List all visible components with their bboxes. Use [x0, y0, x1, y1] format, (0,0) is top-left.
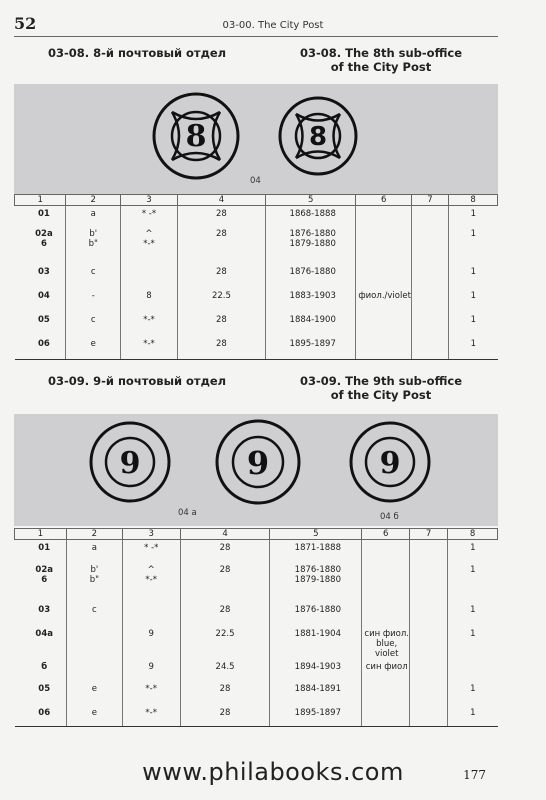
table-cell-c5 — [266, 336, 356, 360]
table-cell-c7 — [411, 312, 448, 336]
table2-col-7: 7 — [410, 529, 448, 540]
table-cell-c4 — [177, 336, 265, 360]
table-row — [15, 312, 498, 336]
table-row — [15, 206, 498, 226]
table-cell-text: 28 — [219, 543, 231, 553]
table1-col-2: 2 — [66, 195, 121, 206]
table1-col-7: 7 — [411, 195, 448, 206]
table-cell-c8 — [449, 226, 498, 264]
table-cell-text: фиол./violet — [358, 290, 411, 301]
table-cell-text: 1876-1880 — [289, 266, 336, 277]
table-cell-c4 — [177, 206, 265, 226]
table-cell-c1 — [15, 540, 67, 562]
table-cell-c3 — [121, 206, 178, 226]
table-cell-text: *-* — [143, 314, 155, 325]
table-cell-c6 — [362, 681, 410, 705]
table-cell-c4 — [180, 602, 270, 626]
table2-col-8: 8 — [448, 529, 498, 540]
table-cell-text: 06 — [37, 338, 50, 349]
table-cell-text — [410, 540, 447, 543]
table2-col-5: 5 — [270, 529, 362, 540]
table-cell-text: син фиол — [365, 661, 408, 672]
table-cell-text — [410, 562, 447, 565]
table-cell-c7 — [411, 206, 448, 226]
table-cell-text — [412, 226, 448, 229]
table-cell-text — [412, 264, 448, 267]
table-cell-c7 — [410, 540, 448, 562]
table-cell-c5 — [270, 540, 362, 562]
table-cell-c5 — [270, 705, 362, 727]
table-cell-text: 1 — [470, 338, 476, 349]
table-cell-c5 — [270, 681, 362, 705]
table-cell-text: 01 — [38, 543, 51, 553]
table-cell-c1 — [15, 226, 66, 264]
table-cell-text — [123, 602, 180, 605]
table-cell-text — [358, 226, 411, 229]
table-cell-text: 8 — [146, 290, 152, 301]
stamp-9-b-icon — [214, 418, 302, 506]
section1-title-ru: 03-08. 8-й почтовый отдел — [48, 46, 227, 60]
table-cell-text: 1 — [470, 707, 476, 718]
table-cell-text: 1 — [470, 604, 476, 615]
table-cell-text: 1881-1904 — [294, 628, 341, 639]
section2-band-label-b: 04 б — [380, 512, 399, 522]
table-cell-text — [358, 312, 411, 315]
section2-table — [14, 528, 498, 727]
table-cell-c2 — [66, 206, 121, 226]
section2-title-en — [296, 374, 466, 402]
table-cell-c2 — [66, 602, 122, 626]
table-cell-c8 — [448, 659, 498, 681]
section1-title-en-line1: 03-08. The 8th sub-office — [299, 46, 463, 60]
table-cell-text: 1 — [470, 228, 476, 239]
table-cell-c5 — [270, 626, 362, 659]
table-cell-text: 02a 6 — [35, 564, 53, 585]
table-cell-c3 — [122, 540, 180, 562]
table-cell-text: 1 — [470, 209, 476, 219]
stamp-9-numeral-c: 9 — [379, 446, 401, 481]
table-cell-c1 — [15, 312, 66, 336]
table-cell-c6 — [362, 626, 410, 659]
section2-band-label-a: 04 a — [178, 508, 197, 518]
table-cell-text — [410, 626, 447, 629]
table-cell-text: 04 — [37, 290, 50, 301]
table-cell-c4 — [180, 705, 270, 727]
stamp-9-c-icon — [348, 420, 432, 504]
table-cell-c7 — [410, 626, 448, 659]
table-cell-text: 28 — [219, 604, 231, 615]
table-cell-c2 — [66, 659, 122, 681]
table-cell-c7 — [411, 264, 448, 288]
stamp-9-numeral-a: 9 — [119, 446, 141, 481]
table-cell-text: 28 — [216, 209, 227, 219]
table-cell-text: 22.5 — [211, 290, 231, 301]
table2-col-6: 6 — [362, 529, 410, 540]
table-cell-text: син фиол. blue, violet — [364, 628, 409, 659]
table-cell-c7 — [411, 336, 448, 360]
table-cell-text — [364, 705, 409, 708]
footer-url: www.philabooks.com — [142, 758, 404, 786]
table-cell-c5 — [270, 659, 362, 681]
table-cell-text: 1 — [470, 266, 476, 277]
table-cell-c7 — [410, 659, 448, 681]
table-cell-c2 — [66, 626, 122, 659]
table-cell-text: b' b" — [88, 228, 98, 249]
table-cell-text: ^ *-* — [143, 228, 155, 249]
section2-title-en-line2: of the City Post — [330, 388, 432, 402]
table-cell-c2 — [66, 288, 121, 312]
table-cell-text: e — [90, 338, 96, 349]
table-cell-c7 — [411, 226, 448, 264]
table-cell-c6 — [356, 206, 412, 226]
table-cell-text: *-* — [145, 707, 157, 718]
table-cell-text — [358, 336, 411, 339]
table-cell-text: 1884-1900 — [289, 314, 336, 325]
stamp-8-small-icon — [276, 94, 360, 178]
table-cell-c7 — [410, 681, 448, 705]
table-cell-c6 — [362, 562, 410, 602]
table-cell-c5 — [266, 206, 356, 226]
table-cell-c3 — [121, 336, 178, 360]
table-cell-text — [412, 206, 448, 209]
table-cell-c1 — [15, 264, 66, 288]
table-cell-text: 1883-1903 — [289, 290, 336, 301]
table-cell-text — [448, 659, 497, 662]
table-cell-text: 1 — [470, 564, 476, 575]
section1-stamp-band — [14, 84, 498, 194]
page-number-top: 52 — [14, 14, 37, 33]
table-cell-text: 06 — [38, 707, 51, 718]
table-row — [15, 626, 498, 659]
table-cell-c6 — [362, 540, 410, 562]
table-cell-c5 — [266, 312, 356, 336]
table-cell-text: 1 — [470, 543, 476, 553]
table-cell-c6 — [356, 336, 412, 360]
table2-col-4: 4 — [180, 529, 270, 540]
table-cell-text: 9 — [148, 661, 154, 672]
section1-title-en — [296, 46, 466, 74]
table-cell-text: - — [91, 290, 95, 301]
table-cell-text — [364, 562, 409, 565]
table-cell-text: 1 — [470, 628, 476, 639]
table-row — [15, 264, 498, 288]
table-cell-c2 — [66, 312, 121, 336]
table2-col-1: 1 — [15, 529, 67, 540]
stamp-8-numeral-b: 8 — [308, 122, 328, 152]
table1-col-3: 3 — [121, 195, 178, 206]
table-cell-c7 — [410, 562, 448, 602]
table-cell-text: 1 — [470, 683, 476, 694]
table-row — [15, 226, 498, 264]
header-rule — [14, 36, 498, 37]
table-cell-text — [410, 602, 447, 605]
stamp-8-numeral-a: 8 — [185, 119, 207, 154]
table-cell-text: 28 — [216, 314, 227, 325]
section2-table-body — [15, 540, 498, 727]
table-cell-c1 — [15, 659, 67, 681]
page-number-bottom: 177 — [463, 768, 486, 782]
table-cell-text: 1876-1880 — [294, 604, 341, 615]
stamp-9-a-icon — [88, 420, 172, 504]
table-cell-c7 — [411, 288, 448, 312]
table-row — [15, 540, 498, 562]
table-cell-text: 02a 6 — [35, 228, 53, 249]
table-cell-text — [121, 264, 177, 267]
table-cell-text — [412, 312, 448, 315]
table-cell-text: 28 — [219, 707, 231, 718]
table-cell-text: 03 — [38, 604, 51, 615]
table-cell-text: b' b" — [89, 564, 99, 585]
table-cell-c4 — [177, 226, 265, 264]
table-cell-text: *-* — [145, 683, 157, 694]
table1-col-8: 8 — [449, 195, 498, 206]
table-cell-text — [358, 206, 411, 209]
table-cell-c1 — [15, 705, 67, 727]
table-cell-c7 — [410, 705, 448, 727]
table-cell-c1 — [15, 562, 67, 602]
table-cell-text — [412, 336, 448, 339]
table-cell-text: c — [90, 314, 96, 325]
table-cell-c8 — [449, 312, 498, 336]
table1-col-6: 6 — [356, 195, 412, 206]
table-cell-text — [358, 264, 411, 267]
table-cell-c4 — [180, 681, 270, 705]
section2-stamp-band — [14, 414, 498, 526]
table-cell-c8 — [448, 602, 498, 626]
table-cell-c4 — [177, 288, 265, 312]
table-cell-c2 — [66, 264, 121, 288]
table-cell-text — [364, 540, 409, 543]
table-cell-text: 04a — [35, 628, 53, 639]
table-cell-c3 — [122, 705, 180, 727]
table-cell-c1 — [15, 288, 66, 312]
table-cell-c6 — [356, 264, 412, 288]
table-cell-c8 — [449, 264, 498, 288]
table-cell-c8 — [449, 206, 498, 226]
table-cell-c6 — [356, 312, 412, 336]
table-cell-text: 28 — [219, 564, 231, 575]
table-cell-text: 03 — [37, 266, 50, 277]
table-cell-text — [410, 705, 447, 708]
table-cell-c3 — [122, 626, 180, 659]
table-row — [15, 681, 498, 705]
table-cell-text — [412, 288, 448, 291]
table-cell-text — [410, 659, 447, 662]
table-cell-c2 — [66, 705, 122, 727]
table-cell-c4 — [180, 562, 270, 602]
table-cell-c3 — [122, 562, 180, 602]
table-cell-text — [410, 681, 447, 684]
table-cell-c1 — [15, 602, 67, 626]
table-cell-c1 — [15, 681, 67, 705]
table1-col-1: 1 — [15, 195, 66, 206]
table-cell-c2 — [66, 226, 121, 264]
table-cell-text: 05 — [37, 314, 50, 325]
table-cell-c3 — [122, 602, 180, 626]
section1-table — [14, 194, 498, 360]
table-cell-text: 1876-1880 1879-1880 — [294, 564, 341, 585]
table-cell-text: 1871-1888 — [294, 543, 341, 553]
table-cell-text: 28 — [216, 266, 227, 277]
table-cell-c2 — [66, 540, 122, 562]
table-cell-text: * -* — [141, 209, 157, 219]
table-cell-c8 — [449, 336, 498, 360]
table-cell-c5 — [270, 602, 362, 626]
table-cell-c3 — [121, 312, 178, 336]
table-cell-c1 — [15, 626, 67, 659]
table-row — [15, 562, 498, 602]
table-cell-c8 — [448, 681, 498, 705]
table-cell-text: 28 — [216, 338, 227, 349]
table-cell-c8 — [448, 626, 498, 659]
table-cell-c7 — [410, 602, 448, 626]
table-cell-text: 28 — [216, 228, 227, 239]
stamp-9-numeral-b: 9 — [246, 444, 270, 482]
section1-title-en-line2: of the City Post — [330, 60, 432, 74]
stamp-8-large-icon — [150, 90, 242, 182]
table-cell-text: *-* — [143, 338, 155, 349]
section1-band-label: 04 — [250, 176, 261, 186]
table1-col-5: 5 — [266, 195, 356, 206]
table-cell-text: a — [91, 543, 97, 553]
table-cell-text: 9 — [148, 628, 154, 639]
table-row — [15, 288, 498, 312]
table-cell-c4 — [177, 312, 265, 336]
table-cell-text: 1868-1888 — [289, 209, 336, 219]
table-cell-c1 — [15, 336, 66, 360]
table-cell-text: 1 — [470, 290, 476, 301]
table-cell-text — [67, 659, 122, 662]
table-cell-text: 1 — [470, 314, 476, 325]
table-cell-text — [67, 626, 122, 629]
table-cell-c6 — [362, 602, 410, 626]
table2-col-2: 2 — [66, 529, 122, 540]
table-cell-c5 — [266, 264, 356, 288]
table-cell-c3 — [121, 226, 178, 264]
table-cell-text: e — [91, 707, 97, 718]
table-row — [15, 336, 498, 360]
table2-col-3: 3 — [122, 529, 180, 540]
table-cell-c2 — [66, 562, 122, 602]
table-cell-text: 01 — [37, 209, 50, 219]
table-cell-c4 — [177, 264, 265, 288]
table-cell-c5 — [266, 226, 356, 264]
table-cell-c2 — [66, 681, 122, 705]
table-cell-c6 — [356, 226, 412, 264]
table-cell-c4 — [180, 540, 270, 562]
table-cell-c5 — [270, 562, 362, 602]
table-cell-text: e — [91, 683, 97, 694]
table-cell-c8 — [448, 562, 498, 602]
table-cell-c8 — [449, 288, 498, 312]
section2-title-ru: 03-09. 9-й почтовый отдел — [48, 374, 227, 388]
table-cell-text: 22.5 — [215, 628, 235, 639]
table-cell-c3 — [121, 264, 178, 288]
table-cell-c1 — [15, 206, 66, 226]
table-cell-text: c — [92, 604, 97, 615]
table-cell-text: ^ *-* — [145, 564, 157, 585]
table-cell-c8 — [448, 705, 498, 727]
table-cell-text: 05 — [38, 683, 51, 694]
table-row — [15, 705, 498, 727]
table-cell-text: 1894-1903 — [294, 661, 341, 672]
table-cell-text: 1876-1880 1879-1880 — [289, 228, 336, 249]
table-cell-c8 — [448, 540, 498, 562]
table-cell-text — [364, 681, 409, 684]
table-cell-c6 — [362, 659, 410, 681]
table-cell-text: c — [90, 266, 96, 277]
table1-col-4: 4 — [177, 195, 265, 206]
table-row — [15, 602, 498, 626]
table-cell-c6 — [362, 705, 410, 727]
section1-table-body — [15, 206, 498, 360]
section2-title-en-line1: 03-09. The 9th sub-office — [299, 374, 463, 388]
table-cell-text: 28 — [219, 683, 231, 694]
running-title: 03-00. The City Post — [222, 20, 324, 31]
table-cell-text — [364, 602, 409, 605]
table-cell-text: a — [90, 209, 96, 219]
table-cell-c6 — [356, 288, 412, 312]
table-cell-c2 — [66, 336, 121, 360]
table-cell-c5 — [266, 288, 356, 312]
table-cell-text: 1884-1891 — [294, 683, 341, 694]
table-cell-c3 — [122, 659, 180, 681]
table-cell-c4 — [180, 659, 270, 681]
table-cell-c3 — [122, 681, 180, 705]
table-cell-c4 — [180, 626, 270, 659]
table-cell-c3 — [121, 288, 178, 312]
table-cell-text: 24.5 — [215, 661, 235, 672]
table-cell-text: 1895-1897 — [289, 338, 336, 349]
table-cell-text: б — [41, 661, 48, 672]
table-cell-text: 1895-1897 — [294, 707, 341, 718]
table-cell-text: * -* — [144, 543, 159, 553]
table-row — [15, 659, 498, 681]
